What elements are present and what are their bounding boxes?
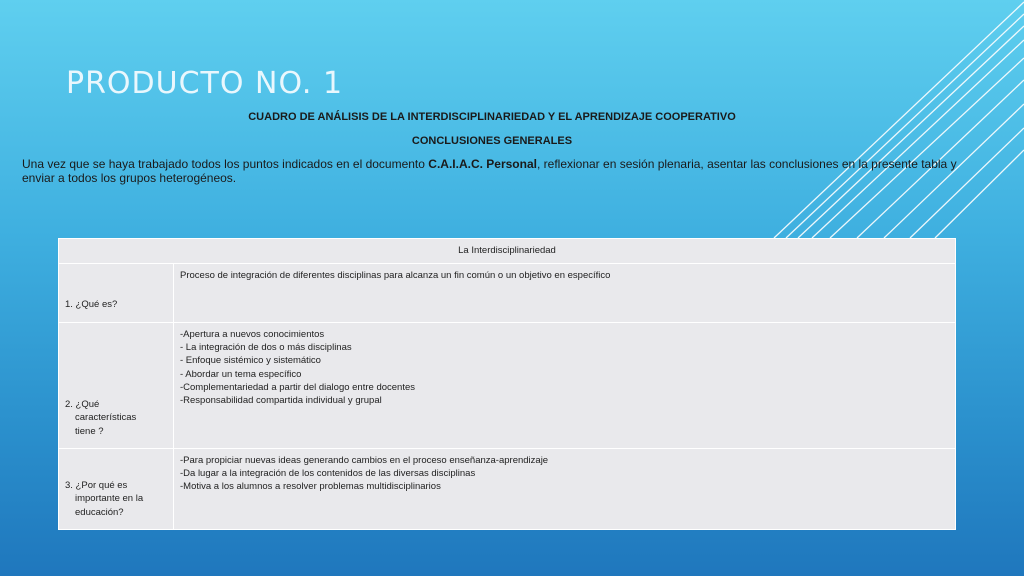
analysis-table-container — [58, 238, 956, 530]
answer-line: -Responsabilidad compartida individual y grupal — [180, 395, 382, 407]
table-row — [59, 448, 956, 529]
question-text: 3. ¿Por qué es importante en la educación? — [65, 480, 144, 518]
table-row — [59, 322, 956, 448]
question-text: 1. ¿Qué es? — [65, 299, 118, 311]
answer-cell — [174, 448, 956, 529]
slide-title: PRODUCTO NO. 1 — [66, 66, 344, 101]
question-cell — [59, 322, 174, 448]
answer-line: -Apertura a nuevos conocimientos — [180, 328, 325, 340]
instructions-document-name: C.A.I.A.C. Personal — [428, 157, 537, 171]
question-text: 2. ¿Qué características tiene ? — [65, 398, 137, 437]
answer-line: - Enfoque sistémico y sistemático — [180, 355, 321, 367]
instructions-text-2: , reflexionar en sesión plenaria, asentar las conclusiones en la presente tabla y enviar a todos los grupos heterogéneos. — [22, 157, 957, 185]
answer-line: -Para propiciar nuevas ideas generando cambios en el proceso enseñanza-aprendizaje — [180, 454, 549, 466]
question-cell — [59, 264, 174, 323]
table-header: La Interdisciplinariedad — [59, 239, 956, 264]
table-subtitle: CUADRO DE ANÁLISIS DE LA INTERDISCIPLINARIEDAD Y EL APRENDIZAJE COOPERATIVO — [248, 111, 736, 123]
answer-line: -Motiva a los alumnos a resolver problemas multidisciplinarios — [180, 481, 441, 493]
analysis-table — [58, 238, 956, 530]
instructions-text-1: Una vez que se haya trabajado todos los puntos indicados en el documento — [22, 157, 429, 171]
answer-line: -Complementariedad a partir del dialogo entre docentes — [180, 381, 415, 393]
instructions-paragraph — [22, 157, 982, 185]
answer-line: Proceso de integración de diferentes disciplinas para alcanza un fin común o un objetivo en específico — [180, 270, 611, 281]
answer-cell — [174, 322, 956, 448]
conclusions-heading: CONCLUSIONES GENERALES — [411, 135, 573, 147]
table-row — [59, 264, 956, 323]
answer-line: - La integración de dos o más disciplinas — [180, 341, 352, 353]
answer-cell — [174, 264, 956, 323]
answer-line: -Da lugar a la integración de los contenidos de las diversas disciplinas — [180, 468, 476, 480]
answer-line: - Abordar un tema específico — [180, 368, 302, 380]
question-cell — [59, 448, 174, 529]
